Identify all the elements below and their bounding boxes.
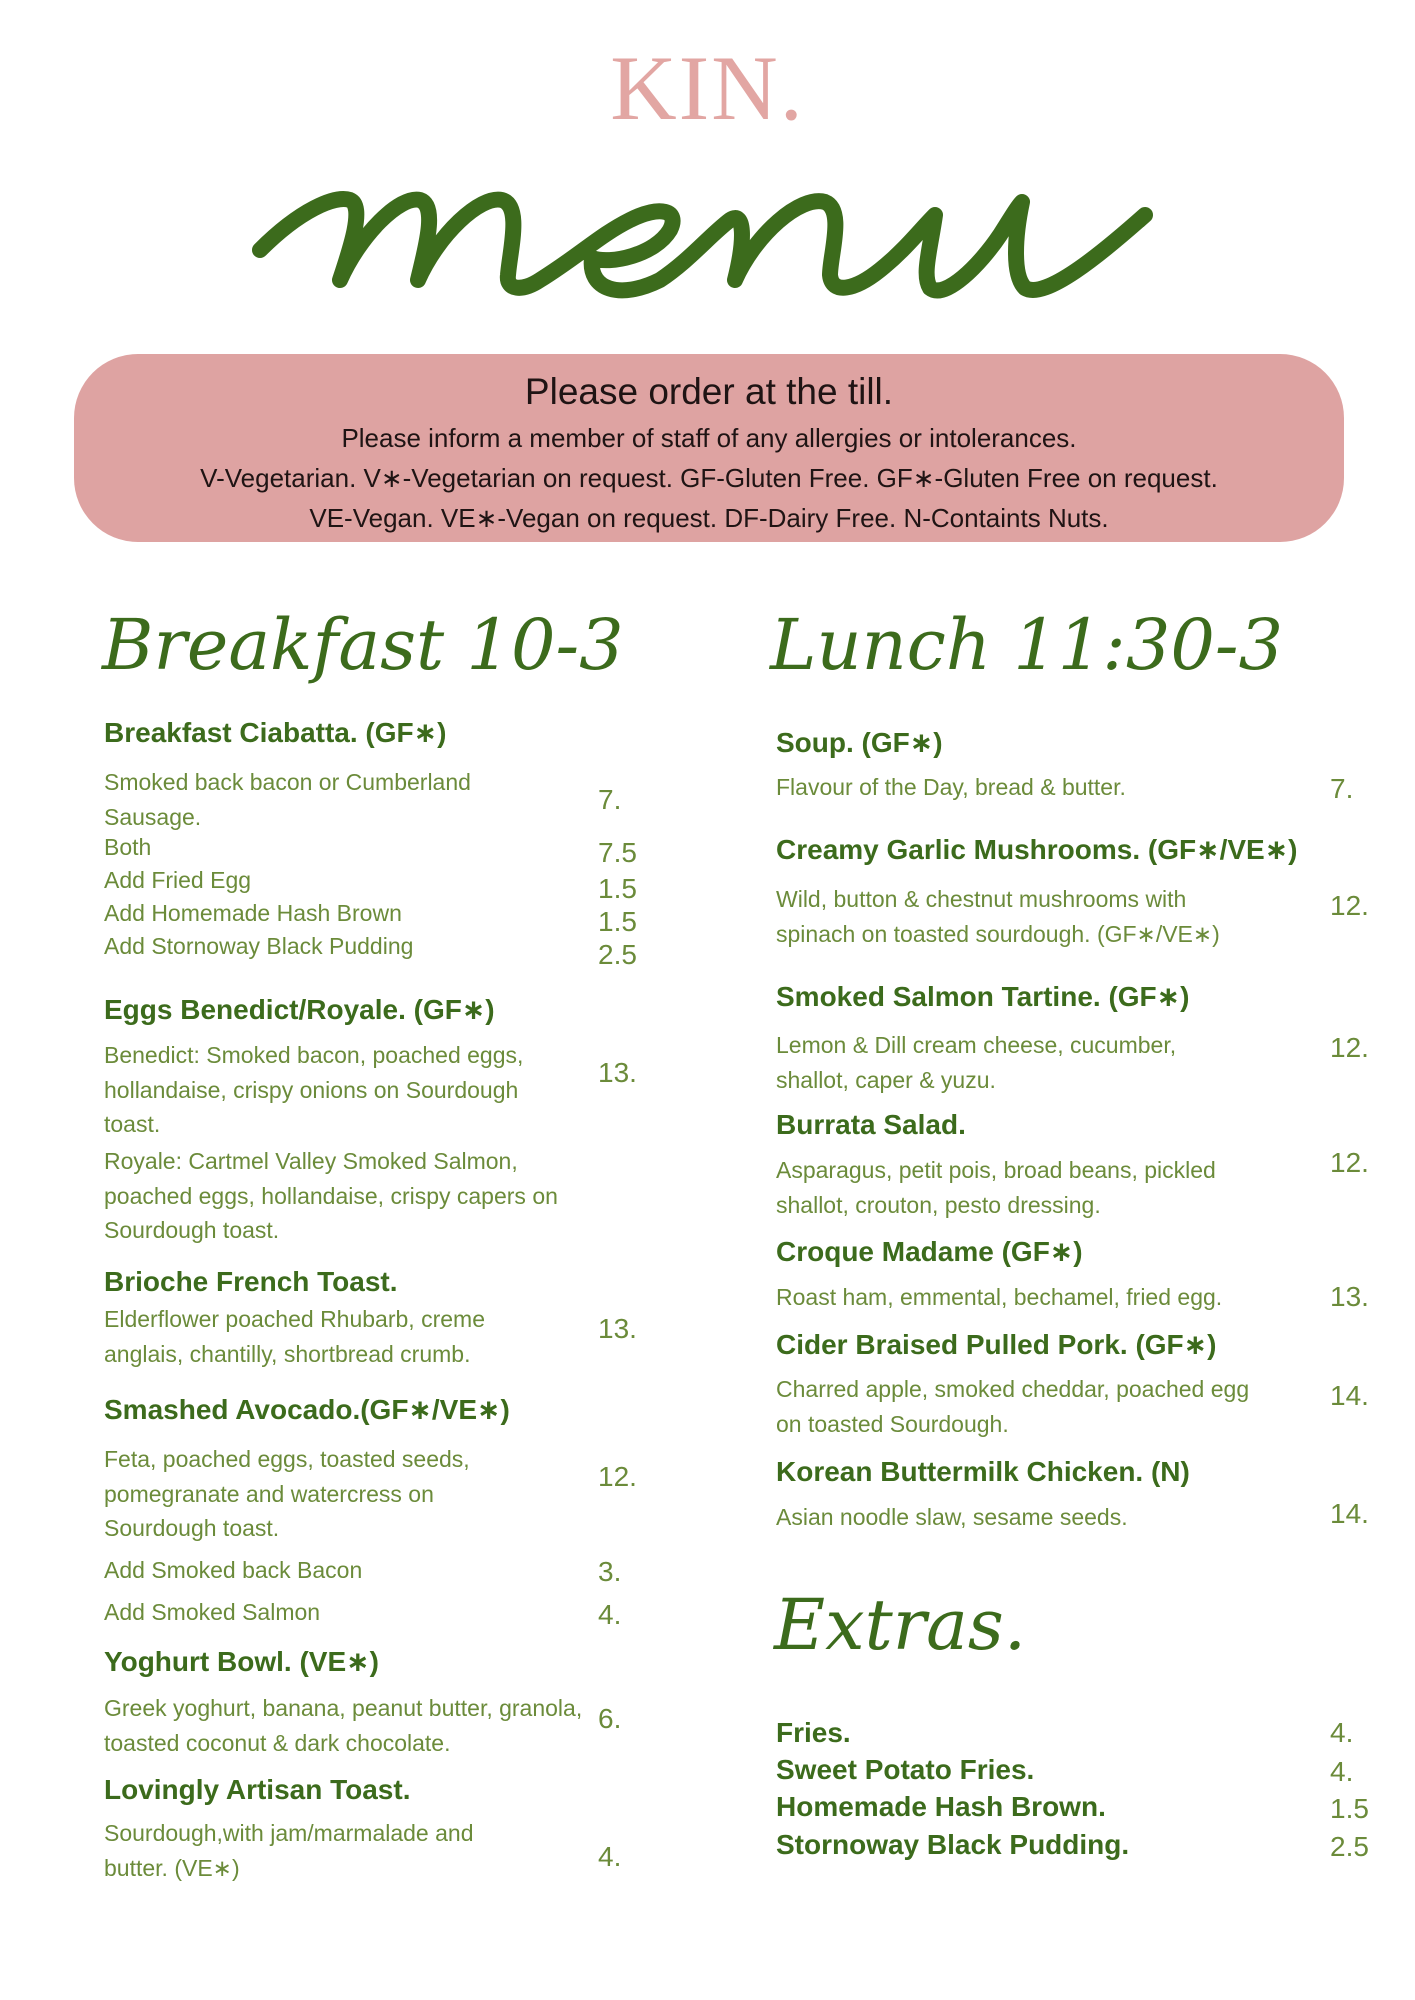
- lunch-heading: Lunch 11:30-3: [770, 604, 1284, 686]
- item-desc-burrata-salad: Asparagus, petit pois, broad beans, pickled shallot, crouton, pesto dressing.: [776, 1157, 1216, 1218]
- order-notice: Please order at the till.: [524, 371, 894, 412]
- option-price: 4.: [598, 1599, 622, 1630]
- menu-script-heading: [240, 140, 1180, 350]
- item-price-brioche: 13.: [598, 1313, 637, 1344]
- extra-item-price: 4.: [1330, 1717, 1354, 1748]
- extra-item-label: Fries.: [776, 1717, 851, 1748]
- option-label: Add Stornoway Black Pudding: [104, 933, 414, 959]
- item-desc-garlic-mushrooms: Wild, button & chestnut mushrooms with spinach on toasted sourdough. (GF∗/VE∗): [776, 886, 1220, 947]
- item-title-burrata-salad: Burrata Salad.: [776, 1109, 966, 1140]
- item-title-croque-madame: Croque Madame (GF∗): [776, 1236, 1083, 1267]
- item-title-artisan-toast: Lovingly Artisan Toast.: [104, 1774, 411, 1805]
- item-title-salmon-tartine: Smoked Salmon Tartine. (GF∗): [776, 981, 1190, 1012]
- item-desc-croque-madame: Roast ham, emmental, bechamel, fried egg.: [776, 1284, 1223, 1310]
- extra-item-price: 4.: [1330, 1756, 1354, 1787]
- item-title-pulled-pork: Cider Braised Pulled Pork. (GF∗): [776, 1329, 1217, 1360]
- option-price: 2.5: [598, 939, 637, 970]
- item-price-smashed-avocado: 12.: [598, 1461, 637, 1492]
- item-desc-soup: Flavour of the Day, bread & butter.: [776, 774, 1126, 800]
- item-desc-eggs-benedict: Benedict: Smoked bacon, poached eggs, hollandaise, crispy onions on Sourdough toast.: [104, 1042, 524, 1137]
- option-label: Add Smoked Salmon: [104, 1599, 321, 1625]
- item-title-eggs-benedict: Eggs Benedict/Royale. (GF∗): [104, 994, 495, 1025]
- item-title-soup: Soup. (GF∗): [776, 727, 943, 758]
- extra-item-price: 1.5: [1330, 1793, 1369, 1824]
- item-desc-breakfast-ciabatta: Smoked back bacon or Cumberland Sausage.: [104, 769, 471, 830]
- item-title-brioche: Brioche French Toast.: [104, 1266, 398, 1297]
- brand-logo: KIN.: [610, 37, 805, 139]
- item-price-korean-chicken: 14.: [1330, 1498, 1369, 1529]
- option-price: 3.: [598, 1556, 622, 1587]
- item-price-garlic-mushrooms: 12.: [1330, 890, 1369, 921]
- item-price-soup: 7.: [1330, 773, 1354, 804]
- extra-item-price: 2.5: [1330, 1831, 1369, 1862]
- item-title-garlic-mushrooms: Creamy Garlic Mushrooms. (GF∗/VE∗): [776, 834, 1298, 865]
- item-desc-korean-chicken: Asian noodle slaw, sesame seeds.: [776, 1504, 1128, 1530]
- item-price-croque-madame: 13.: [1330, 1281, 1369, 1312]
- allergy-notice: Please inform a member of staff of any allergies or intolerances.: [341, 423, 1077, 453]
- item-price-eggs-benedict: 13.: [598, 1057, 637, 1088]
- item-price-artisan-toast: 4.: [598, 1841, 622, 1872]
- item-price-pulled-pork: 14.: [1330, 1380, 1369, 1411]
- item-desc-smashed-avocado: Feta, poached eggs, toasted seeds, pomegranate and watercress on Sourdough toast.: [104, 1446, 470, 1541]
- extra-item-label: Homemade Hash Brown.: [776, 1791, 1106, 1822]
- option-price: 1.5: [598, 873, 637, 904]
- item-title-smashed-avocado: Smashed Avocado.(GF∗/VE∗): [104, 1394, 510, 1425]
- info-banner: [74, 354, 1344, 542]
- item-desc-yoghurt-bowl: Greek yoghurt, banana, peanut butter, granola, toasted coconut & dark chocolate.: [104, 1695, 583, 1756]
- item-desc-artisan-toast: Sourdough,with jam/marmalade and butter. (VE∗): [104, 1820, 474, 1881]
- dietary-key-1: V-Vegetarian. V∗-Vegetarian on request. GF-Gluten Free. GF∗-Gluten Free on request.: [200, 463, 1218, 493]
- item-price-yoghurt-bowl: 6.: [598, 1703, 622, 1734]
- option-price: 7.5: [598, 837, 637, 868]
- item-price-breakfast-ciabatta: 7.: [598, 784, 622, 815]
- option-label: Both: [104, 834, 152, 860]
- option-price: 1.5: [598, 906, 637, 937]
- item-title-yoghurt-bowl: Yoghurt Bowl. (VE∗): [104, 1646, 379, 1677]
- item-desc-eggs-royale: Royale: Cartmel Valley Smoked Salmon, poached eggs, hollandaise, crispy capers on Sourdough toast.: [104, 1148, 558, 1243]
- breakfast-heading: Breakfast 10-3: [102, 604, 624, 686]
- item-desc-salmon-tartine: Lemon & Dill cream cheese, cucumber, shallot, caper & yuzu.: [776, 1032, 1177, 1093]
- item-desc-pulled-pork: Charred apple, smoked cheddar, poached egg on toasted Sourdough.: [776, 1376, 1250, 1437]
- extras-heading: Extras.: [774, 1584, 1027, 1666]
- item-price-salmon-tartine: 12.: [1330, 1032, 1369, 1063]
- option-label: Add Homemade Hash Brown: [104, 900, 402, 926]
- option-label: Add Fried Egg: [104, 867, 252, 893]
- item-desc-brioche: Elderflower poached Rhubarb, creme anglais, chantilly, shortbread crumb.: [104, 1306, 485, 1367]
- item-title-korean-chicken: Korean Buttermilk Chicken. (N): [776, 1456, 1190, 1487]
- item-title-breakfast-ciabatta: Breakfast Ciabatta. (GF∗): [104, 717, 447, 748]
- item-price-burrata-salad: 12.: [1330, 1147, 1369, 1178]
- option-label: Add Smoked back Bacon: [104, 1557, 363, 1583]
- extra-item-label: Sweet Potato Fries.: [776, 1754, 1035, 1785]
- extra-item-label: Stornoway Black Pudding.: [776, 1829, 1130, 1860]
- dietary-key-2: VE-Vegan. VE∗-Vegan on request. DF-Dairy Free. N-Containts Nuts.: [309, 503, 1109, 533]
